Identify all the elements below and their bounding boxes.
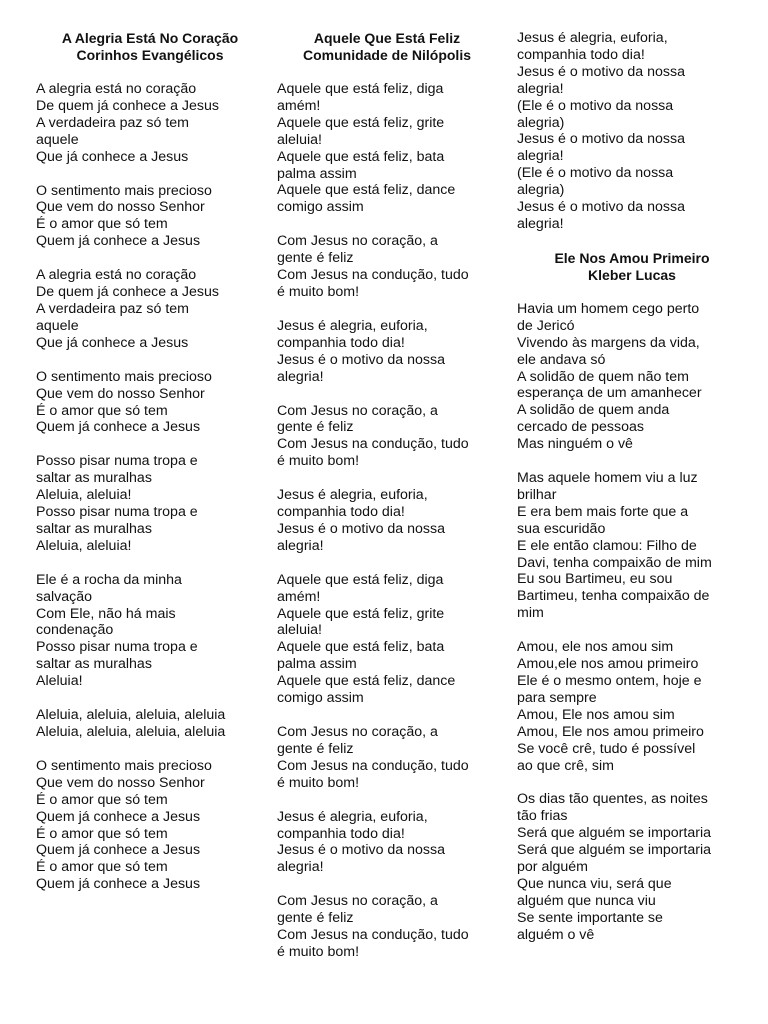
song-title: Ele Nos Amou Primeiro (554, 249, 710, 266)
lyric-line: gente é feliz (277, 740, 354, 757)
lyric-line: A solidão de quem não tem (517, 368, 689, 385)
lyric-line: Que vem do nosso Senhor (36, 385, 205, 402)
lyric-line: aquele (36, 317, 79, 334)
stanza (517, 791, 747, 943)
stanza (517, 301, 747, 453)
song (36, 30, 264, 893)
stanza (36, 267, 264, 352)
lyric-line: Ele é a rocha da minha (36, 571, 182, 588)
lyric-line: Com Jesus na condução, tudo (277, 436, 469, 453)
song-artist: Kleber Lucas (588, 266, 676, 283)
lyric-line: Com Jesus no coração, a (277, 724, 438, 740)
lyric-line: Aquele que está feliz, dance (277, 673, 456, 690)
lyric-line: Com Jesus no coração, a (277, 893, 438, 910)
lyric-line: Que nunca viu, será que (517, 875, 672, 892)
song (517, 30, 747, 233)
lyric-line: Posso pisar numa tropa e (36, 453, 198, 470)
lyric-line: Quem já conhece a Jesus (36, 808, 201, 825)
lyric-line: alegria! (517, 215, 564, 232)
stanza (277, 318, 497, 386)
lyric-line: Quem já conhece a Jesus (36, 876, 201, 893)
lyric-line: palma assim (277, 656, 357, 673)
lyric-line: Aleluia! (36, 673, 83, 690)
lyric-line: aquele (36, 131, 79, 148)
stanza (277, 724, 497, 792)
lyric-line: sua escuridão (517, 520, 606, 537)
lyric-line: É o amor que só tem (36, 791, 168, 808)
lyric-line: Aquele que está feliz, diga (277, 81, 444, 97)
lyric-line: Se você crê, tudo é possível (517, 740, 696, 757)
stanza (277, 81, 497, 216)
lyric-line: alegria! (517, 148, 564, 165)
lyric-line: alegria) (517, 182, 565, 199)
lyric-line: Jesus é o motivo da nossa (277, 520, 445, 537)
lyric-line: alegria! (277, 368, 324, 385)
lyric-line: esperança de um amanhecer (517, 385, 702, 402)
lyric-line: Com Jesus no coração, a (277, 233, 438, 250)
lyric-line: alegria! (277, 859, 324, 876)
lyric-line: (Ele é o motivo da nossa (517, 165, 674, 182)
lyric-line: É o amor que só tem (36, 825, 168, 842)
lyric-line: A verdadeira paz só tem (36, 114, 189, 131)
song-heading (36, 30, 264, 64)
lyric-line: E ele então clamou: Filho de (517, 537, 697, 554)
lyric-line: de Jericó (517, 317, 575, 334)
lyric-line: E era bem mais forte que a (517, 503, 689, 520)
lyric-line: Quem já conhece a Jesus (36, 419, 201, 436)
lyric-line: O sentimento mais precioso (36, 757, 212, 774)
lyric-line: Quem já conhece a Jesus (36, 233, 201, 250)
lyric-line: De quem já conhece a Jesus (36, 97, 219, 114)
lyric-line: A verdadeira paz só tem (36, 300, 189, 317)
lyric-line: Mas ninguém o vê (517, 436, 633, 453)
lyric-line: Os dias tão quentes, as noites (517, 791, 708, 808)
lyric-line: Jesus é alegria, euforia, (277, 487, 428, 504)
lyric-line: Com Jesus na condução, tudo (277, 267, 469, 284)
song (517, 250, 747, 944)
lyric-line: Aquele que está feliz, grite (277, 114, 445, 131)
stanza (517, 30, 747, 233)
stanza (517, 470, 747, 622)
stanza (36, 183, 264, 251)
lyric-line: Posso pisar numa tropa e (36, 504, 198, 521)
lyric-line: aleluia! (277, 131, 322, 148)
lyric-line: Aleluia, aleluia, aleluia, aleluia (36, 724, 226, 740)
lyric-line: saltar as muralhas (36, 470, 152, 487)
lyric-line: ele andava só (517, 351, 606, 368)
lyric-line: Será que alguém se importaria (517, 842, 711, 859)
stanza (36, 81, 264, 166)
stanza (277, 893, 497, 961)
lyric-line: saltar as muralhas (36, 520, 152, 537)
lyric-line: aleluia! (277, 622, 322, 639)
lyric-line: Com Jesus na condução, tudo (277, 757, 469, 774)
lyric-line: É o amor que só tem (36, 216, 168, 233)
lyric-line: Jesus é o motivo da nossa (517, 131, 685, 148)
lyric-line: Com Jesus na condução, tudo (277, 927, 469, 944)
lyric-line: Que já conhece a Jesus (36, 334, 189, 351)
lyric-line: De quem já conhece a Jesus (36, 284, 219, 301)
lyric-line: tão frias (517, 808, 568, 825)
lyric-line: salvação (36, 588, 92, 605)
stanza (36, 369, 264, 437)
lyric-line: Amou,ele nos amou primeiro (517, 656, 699, 673)
lyric-line: É o amor que só tem (36, 859, 168, 876)
lyric-line: gente é feliz (277, 419, 354, 436)
lyric-line: para sempre (517, 689, 597, 706)
lyric-line: alguém que nunca viu (517, 892, 656, 909)
stanza (277, 487, 497, 555)
lyric-line: alegria! (517, 80, 564, 97)
lyric-line: Davi, tenha compaixão de mim (517, 554, 712, 571)
lyric-line: alegria) (517, 114, 565, 131)
lyric-line: brilhar (517, 486, 557, 503)
lyric-line: amém! (277, 588, 321, 605)
song-heading (517, 250, 747, 284)
lyric-line: palma assim (277, 165, 357, 182)
lyric-line: companhia todo dia! (277, 825, 405, 842)
lyric-line: Jesus é o motivo da nossa (517, 63, 685, 80)
lyric-line: Será que alguém se importaria (517, 825, 711, 842)
lyric-line: A alegria está no coração (36, 81, 197, 97)
lyric-line: saltar as muralhas (36, 656, 152, 673)
stanza (277, 403, 497, 471)
lyric-line: Com Jesus no coração, a (277, 402, 438, 419)
song-artist: Corinhos Evangélicos (76, 47, 224, 63)
lyric-line: alegria! (277, 537, 324, 554)
column-2 (277, 30, 497, 978)
lyric-line: Amou, Ele nos amou primeiro (517, 723, 704, 740)
lyric-line: Aleluia, aleluia, aleluia, aleluia (36, 707, 226, 724)
lyric-line: Jesus é o motivo da nossa (277, 351, 445, 368)
lyric-line: companhia todo dia! (277, 334, 405, 351)
lyric-line: Aquele que está feliz, dance (277, 182, 456, 199)
lyric-line: companhia todo dia! (277, 504, 405, 521)
lyric-line: mim (517, 605, 544, 622)
lyric-line: Jesus é alegria, euforia, (517, 30, 668, 46)
lyric-line: Aquele que está feliz, bata (277, 639, 445, 656)
column-1 (36, 30, 264, 910)
lyric-line: Amou, Ele nos amou sim (517, 706, 675, 723)
lyric-line: Aquele que está feliz, diga (277, 571, 444, 588)
lyric-line: Que vem do nosso Senhor (36, 199, 205, 216)
lyric-line: comigo assim (277, 690, 364, 707)
lyric-line: por alguém (517, 859, 588, 876)
lyric-line: Jesus é alegria, euforia, (277, 317, 428, 334)
stanza (517, 639, 747, 774)
lyric-line: Posso pisar numa tropa e (36, 639, 198, 656)
lyric-line: Que já conhece a Jesus (36, 148, 189, 165)
stanza (36, 572, 264, 690)
lyric-line: O sentimento mais precioso (36, 182, 212, 199)
lyric-line: Aquele que está feliz, bata (277, 148, 445, 165)
lyric-line: Aquele que está feliz, grite (277, 605, 445, 622)
lyric-line: Que vem do nosso Senhor (36, 774, 205, 791)
song-title: Aquele Que Está Feliz (313, 30, 461, 46)
lyric-line: ao que crê, sim (517, 757, 614, 774)
lyric-line: Quem já conhece a Jesus (36, 842, 201, 859)
lyric-line: Bartimeu, tenha compaixão de (517, 588, 710, 605)
lyric-line: companhia todo dia! (517, 46, 645, 63)
lyric-line: é muito bom! (277, 283, 360, 300)
lyric-line: Jesus é o motivo da nossa (517, 199, 685, 216)
song-artist: Comunidade de Nilópolis (302, 47, 471, 63)
lyric-line: Se sente importante se (517, 909, 663, 926)
lyric-line: cercado de pessoas (517, 419, 644, 436)
lyric-line: A solidão de quem anda (517, 402, 670, 419)
lyric-line: Aleluia, aleluia! (36, 537, 132, 554)
lyric-line: Mas aquele homem viu a luz (517, 470, 698, 487)
lyric-line: alguém o vê (517, 926, 595, 943)
lyric-line: O sentimento mais precioso (36, 368, 212, 385)
lyric-line: comigo assim (277, 199, 364, 216)
lyric-line: Jesus é o motivo da nossa (277, 842, 445, 859)
lyric-line: é muito bom! (277, 943, 360, 960)
lyric-line: condenação (36, 622, 114, 639)
stanza (277, 809, 497, 877)
stanza (36, 758, 264, 893)
lyric-line: (Ele é o motivo da nossa (517, 97, 674, 114)
lyric-line: gente é feliz (277, 910, 354, 927)
lyric-line: amém! (277, 97, 321, 114)
stanza (36, 707, 264, 741)
column-3 (517, 30, 747, 961)
lyric-line: É o amor que só tem (36, 402, 168, 419)
song-heading (277, 30, 497, 64)
song-title: A Alegria Está No Coração (61, 30, 239, 46)
lyric-line: Ele é o mesmo ontem, hoje e (517, 673, 702, 689)
lyric-line: Jesus é alegria, euforia, (277, 808, 428, 825)
lyric-line: Eu sou Bartimeu, eu sou (517, 571, 673, 588)
lyric-line: gente é feliz (277, 250, 354, 267)
lyric-line: é muito bom! (277, 774, 360, 791)
stanza (277, 233, 497, 301)
lyric-line: Aleluia, aleluia! (36, 487, 132, 504)
lyric-line: A alegria está no coração (36, 267, 197, 284)
song (277, 30, 497, 961)
lyric-line: Vivendo às margens da vida, (517, 334, 700, 351)
stanza (277, 572, 497, 707)
lyric-line: Amou, ele nos amou sim (517, 639, 674, 656)
lyric-line: Havia um homem cego perto (517, 300, 700, 317)
lyric-line: é muito bom! (277, 453, 360, 470)
stanza (36, 453, 264, 554)
lyric-line: Com Ele, não há mais (36, 605, 176, 622)
